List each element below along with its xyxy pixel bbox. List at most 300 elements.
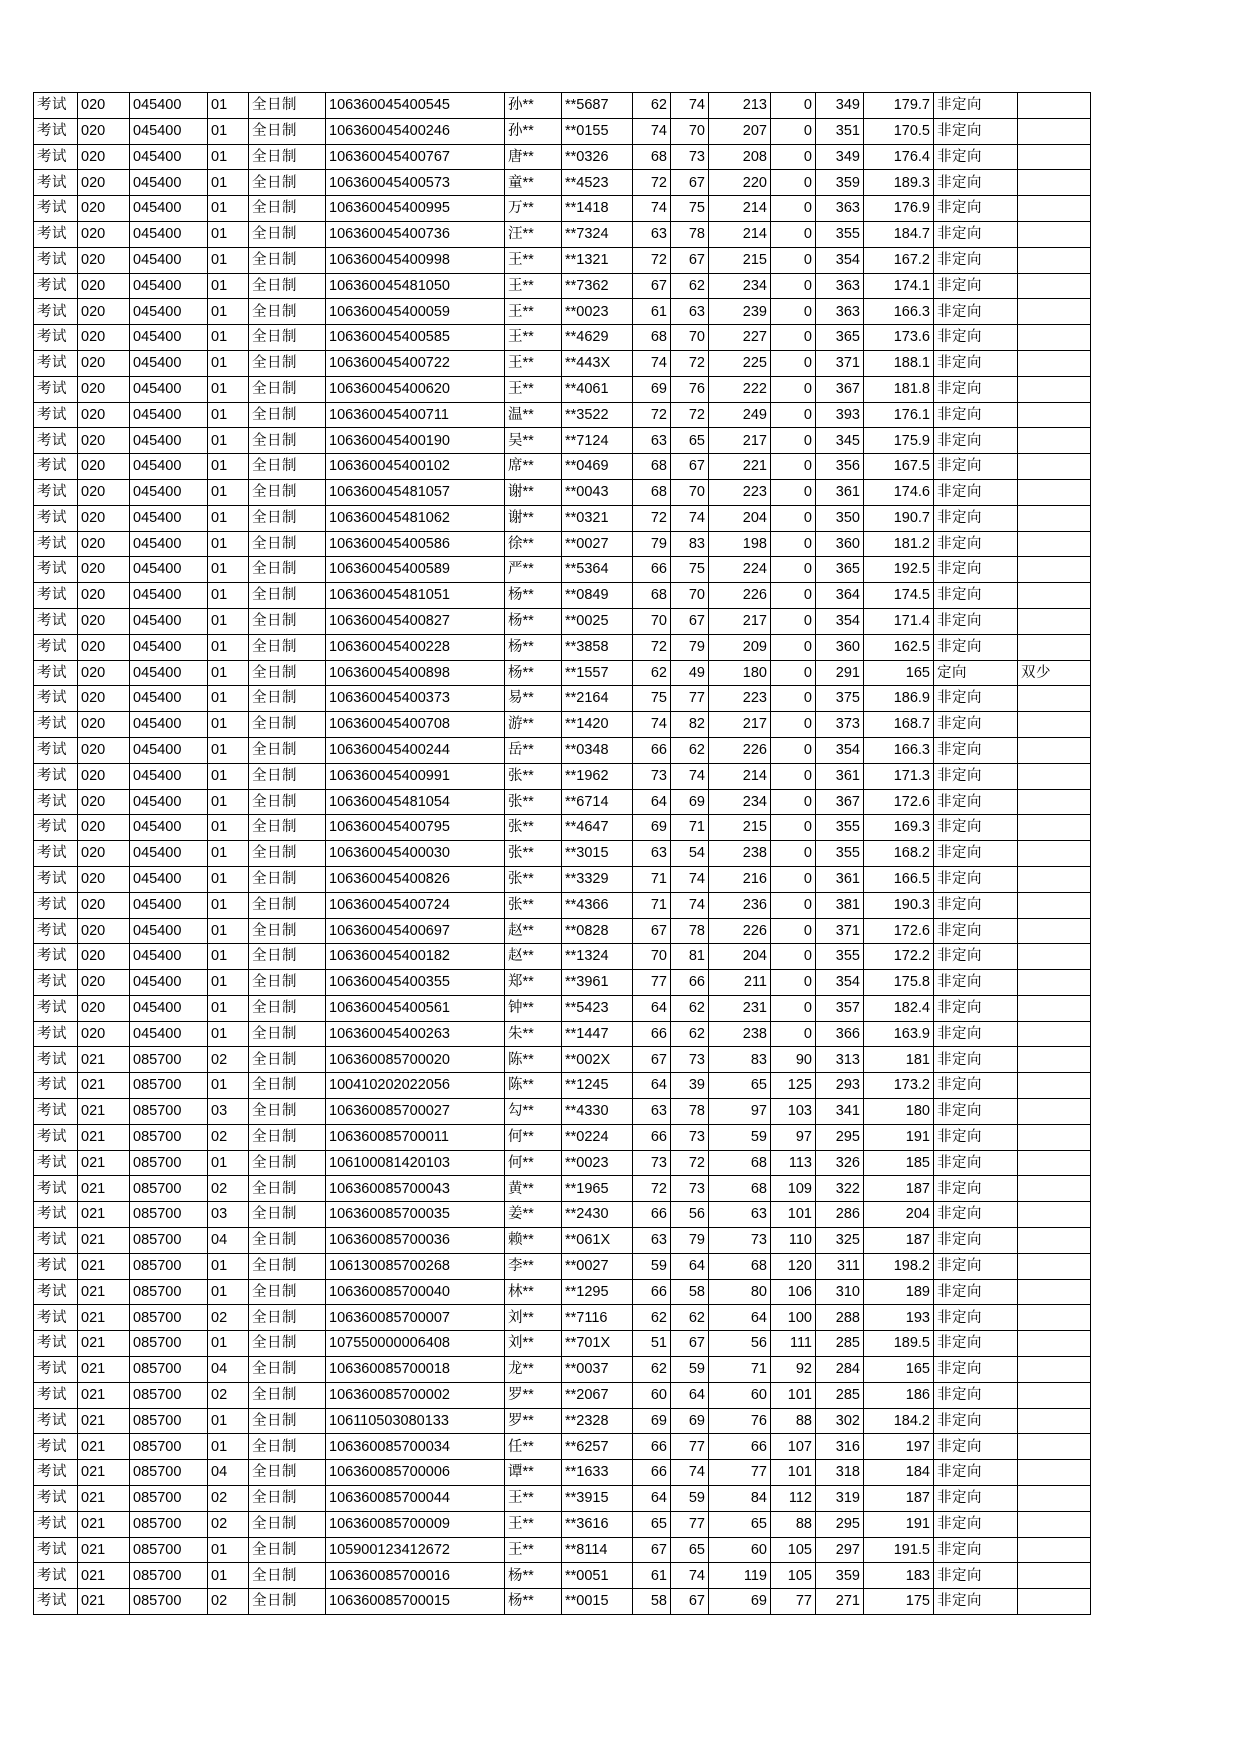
cell-score-4: 105 xyxy=(771,1563,816,1589)
cell-college-code: 020 xyxy=(78,789,130,815)
cell-study-mode: 全日制 xyxy=(249,944,326,970)
cell-id-number: **0027 xyxy=(562,531,633,557)
cell-name: 谭** xyxy=(505,1460,562,1486)
cell-direction-code: 01 xyxy=(208,789,249,815)
cell-direction-code: 02 xyxy=(208,1486,249,1512)
cell-employment-type: 非定向 xyxy=(934,944,1018,970)
cell-retest-score: 181 xyxy=(864,1047,934,1073)
cell-total-score: 285 xyxy=(816,1382,864,1408)
cell-id-number: **6714 xyxy=(562,789,633,815)
cell-id-number: **3858 xyxy=(562,634,633,660)
cell-exam-number: 106360085700018 xyxy=(326,1357,505,1383)
cell-direction-code: 01 xyxy=(208,93,249,119)
cell-employment-type: 非定向 xyxy=(934,970,1018,996)
cell-major-code: 085700 xyxy=(130,1408,208,1434)
cell-note xyxy=(1018,1305,1091,1331)
cell-score-1: 66 xyxy=(633,737,671,763)
cell-retest-score: 189.5 xyxy=(864,1331,934,1357)
cell-name: 王** xyxy=(505,325,562,351)
cell-exam-type: 考试 xyxy=(34,170,78,196)
cell-direction-code: 02 xyxy=(208,1305,249,1331)
table-row xyxy=(34,1099,1091,1125)
cell-retest-score: 185 xyxy=(864,1150,934,1176)
cell-employment-type: 非定向 xyxy=(934,454,1018,480)
cell-score-2: 67 xyxy=(671,454,709,480)
cell-study-mode: 全日制 xyxy=(249,196,326,222)
table-row xyxy=(34,1563,1091,1589)
cell-note xyxy=(1018,1176,1091,1202)
cell-score-2: 83 xyxy=(671,531,709,557)
cell-major-code: 085700 xyxy=(130,1486,208,1512)
cell-note xyxy=(1018,712,1091,738)
cell-score-3: 215 xyxy=(709,815,771,841)
cell-college-code: 021 xyxy=(78,1047,130,1073)
cell-exam-number: 106360085700011 xyxy=(326,1124,505,1150)
cell-score-3: 220 xyxy=(709,170,771,196)
cell-name: 林** xyxy=(505,1279,562,1305)
cell-note xyxy=(1018,505,1091,531)
cell-exam-type: 考试 xyxy=(34,1382,78,1408)
cell-score-3: 213 xyxy=(709,93,771,119)
cell-id-number: **1418 xyxy=(562,196,633,222)
cell-total-score: 359 xyxy=(816,170,864,196)
cell-score-3: 56 xyxy=(709,1331,771,1357)
cell-exam-number: 106360085700044 xyxy=(326,1486,505,1512)
cell-total-score: 366 xyxy=(816,1021,864,1047)
table-row xyxy=(34,1486,1091,1512)
cell-score-2: 77 xyxy=(671,1511,709,1537)
cell-name: 汪** xyxy=(505,221,562,247)
cell-score-1: 62 xyxy=(633,1357,671,1383)
cell-exam-type: 考试 xyxy=(34,1486,78,1512)
cell-name: 张** xyxy=(505,815,562,841)
table-row xyxy=(34,325,1091,351)
cell-retest-score: 172.6 xyxy=(864,918,934,944)
table-row xyxy=(34,1408,1091,1434)
cell-exam-number: 106360045400561 xyxy=(326,995,505,1021)
cell-major-code: 045400 xyxy=(130,428,208,454)
cell-employment-type: 非定向 xyxy=(934,1150,1018,1176)
cell-total-score: 313 xyxy=(816,1047,864,1073)
cell-exam-type: 考试 xyxy=(34,737,78,763)
cell-score-2: 64 xyxy=(671,1253,709,1279)
cell-score-1: 66 xyxy=(633,1021,671,1047)
cell-score-4: 88 xyxy=(771,1408,816,1434)
cell-score-1: 66 xyxy=(633,1434,671,1460)
cell-score-3: 73 xyxy=(709,1228,771,1254)
cell-score-4: 0 xyxy=(771,866,816,892)
cell-score-2: 70 xyxy=(671,583,709,609)
cell-college-code: 020 xyxy=(78,918,130,944)
cell-college-code: 020 xyxy=(78,93,130,119)
cell-college-code: 021 xyxy=(78,1589,130,1615)
cell-study-mode: 全日制 xyxy=(249,1099,326,1125)
cell-score-4: 0 xyxy=(771,454,816,480)
cell-college-code: 020 xyxy=(78,350,130,376)
cell-employment-type: 非定向 xyxy=(934,299,1018,325)
cell-total-score: 355 xyxy=(816,221,864,247)
cell-note xyxy=(1018,970,1091,996)
cell-study-mode: 全日制 xyxy=(249,1202,326,1228)
cell-note xyxy=(1018,1357,1091,1383)
cell-score-3: 208 xyxy=(709,144,771,170)
cell-major-code: 045400 xyxy=(130,712,208,738)
cell-score-2: 59 xyxy=(671,1486,709,1512)
cell-employment-type: 非定向 xyxy=(934,1047,1018,1073)
cell-score-3: 180 xyxy=(709,660,771,686)
cell-note xyxy=(1018,634,1091,660)
cell-score-2: 74 xyxy=(671,866,709,892)
table-row xyxy=(34,1047,1091,1073)
cell-name: 何** xyxy=(505,1124,562,1150)
cell-id-number: **1557 xyxy=(562,660,633,686)
table-row xyxy=(34,247,1091,273)
cell-exam-number: 106360045400736 xyxy=(326,221,505,247)
table-row xyxy=(34,1150,1091,1176)
cell-study-mode: 全日制 xyxy=(249,93,326,119)
cell-retest-score: 182.4 xyxy=(864,995,934,1021)
cell-retest-score: 165 xyxy=(864,1357,934,1383)
cell-score-2: 69 xyxy=(671,789,709,815)
cell-employment-type: 非定向 xyxy=(934,1176,1018,1202)
cell-major-code: 045400 xyxy=(130,118,208,144)
cell-score-3: 65 xyxy=(709,1511,771,1537)
cell-score-3: 77 xyxy=(709,1460,771,1486)
cell-major-code: 085700 xyxy=(130,1357,208,1383)
cell-exam-number: 106360045400573 xyxy=(326,170,505,196)
cell-college-code: 020 xyxy=(78,557,130,583)
cell-score-3: 226 xyxy=(709,918,771,944)
cell-study-mode: 全日制 xyxy=(249,1279,326,1305)
cell-major-code: 045400 xyxy=(130,170,208,196)
cell-exam-type: 考试 xyxy=(34,1253,78,1279)
table-row xyxy=(34,376,1091,402)
cell-score-4: 0 xyxy=(771,299,816,325)
cell-exam-type: 考试 xyxy=(34,299,78,325)
cell-exam-number: 106360045481050 xyxy=(326,273,505,299)
cell-retest-score: 175.9 xyxy=(864,428,934,454)
cell-name: 赵** xyxy=(505,944,562,970)
cell-major-code: 045400 xyxy=(130,299,208,325)
cell-direction-code: 02 xyxy=(208,1382,249,1408)
cell-retest-score: 192.5 xyxy=(864,557,934,583)
cell-score-1: 64 xyxy=(633,1073,671,1099)
cell-score-1: 67 xyxy=(633,918,671,944)
cell-note xyxy=(1018,608,1091,634)
cell-note xyxy=(1018,93,1091,119)
cell-employment-type: 非定向 xyxy=(934,608,1018,634)
cell-retest-score: 190.7 xyxy=(864,505,934,531)
cell-employment-type: 非定向 xyxy=(934,325,1018,351)
cell-name: 杨** xyxy=(505,1589,562,1615)
cell-total-score: 319 xyxy=(816,1486,864,1512)
cell-score-3: 221 xyxy=(709,454,771,480)
cell-id-number: **5423 xyxy=(562,995,633,1021)
cell-college-code: 021 xyxy=(78,1202,130,1228)
cell-exam-number: 105900123412672 xyxy=(326,1537,505,1563)
cell-total-score: 288 xyxy=(816,1305,864,1331)
cell-direction-code: 01 xyxy=(208,737,249,763)
cell-study-mode: 全日制 xyxy=(249,1511,326,1537)
cell-employment-type: 非定向 xyxy=(934,892,1018,918)
cell-score-2: 78 xyxy=(671,221,709,247)
cell-score-4: 0 xyxy=(771,376,816,402)
cell-name: 朱** xyxy=(505,1021,562,1047)
cell-exam-number: 106360045481062 xyxy=(326,505,505,531)
cell-exam-type: 考试 xyxy=(34,1511,78,1537)
cell-total-score: 354 xyxy=(816,970,864,996)
cell-note xyxy=(1018,1150,1091,1176)
cell-employment-type: 非定向 xyxy=(934,221,1018,247)
cell-score-4: 0 xyxy=(771,763,816,789)
cell-direction-code: 02 xyxy=(208,1047,249,1073)
cell-score-3: 207 xyxy=(709,118,771,144)
cell-major-code: 045400 xyxy=(130,531,208,557)
cell-college-code: 021 xyxy=(78,1279,130,1305)
cell-retest-score: 188.1 xyxy=(864,350,934,376)
cell-total-score: 365 xyxy=(816,325,864,351)
cell-score-3: 223 xyxy=(709,686,771,712)
cell-total-score: 311 xyxy=(816,1253,864,1279)
cell-major-code: 085700 xyxy=(130,1563,208,1589)
cell-name: 王** xyxy=(505,1486,562,1512)
cell-id-number: **5364 xyxy=(562,557,633,583)
cell-id-number: **1962 xyxy=(562,763,633,789)
cell-total-score: 355 xyxy=(816,944,864,970)
cell-exam-number: 106360085700040 xyxy=(326,1279,505,1305)
cell-exam-number: 106360045400827 xyxy=(326,608,505,634)
cell-study-mode: 全日制 xyxy=(249,970,326,996)
cell-exam-number: 106360045400620 xyxy=(326,376,505,402)
cell-score-4: 110 xyxy=(771,1228,816,1254)
cell-score-4: 0 xyxy=(771,118,816,144)
cell-score-2: 66 xyxy=(671,970,709,996)
cell-study-mode: 全日制 xyxy=(249,479,326,505)
cell-retest-score: 186.9 xyxy=(864,686,934,712)
cell-id-number: **0469 xyxy=(562,454,633,480)
cell-major-code: 045400 xyxy=(130,479,208,505)
cell-study-mode: 全日制 xyxy=(249,866,326,892)
cell-score-1: 63 xyxy=(633,841,671,867)
table-row xyxy=(34,866,1091,892)
cell-exam-type: 考试 xyxy=(34,763,78,789)
cell-study-mode: 全日制 xyxy=(249,1408,326,1434)
cell-employment-type: 非定向 xyxy=(934,789,1018,815)
cell-score-3: 209 xyxy=(709,634,771,660)
cell-total-score: 356 xyxy=(816,454,864,480)
cell-exam-type: 考试 xyxy=(34,325,78,351)
cell-score-3: 225 xyxy=(709,350,771,376)
cell-score-4: 0 xyxy=(771,144,816,170)
table-row xyxy=(34,737,1091,763)
cell-direction-code: 01 xyxy=(208,247,249,273)
cell-exam-number: 106360045400697 xyxy=(326,918,505,944)
cell-name: 勾** xyxy=(505,1099,562,1125)
cell-retest-score: 167.2 xyxy=(864,247,934,273)
cell-employment-type: 非定向 xyxy=(934,815,1018,841)
cell-direction-code: 01 xyxy=(208,634,249,660)
table-row xyxy=(34,660,1091,686)
cell-study-mode: 全日制 xyxy=(249,660,326,686)
cell-employment-type: 非定向 xyxy=(934,1279,1018,1305)
cell-id-number: **1321 xyxy=(562,247,633,273)
cell-total-score: 363 xyxy=(816,196,864,222)
cell-id-number: **0155 xyxy=(562,118,633,144)
cell-score-1: 51 xyxy=(633,1331,671,1357)
cell-id-number: **0023 xyxy=(562,1150,633,1176)
cell-score-3: 204 xyxy=(709,944,771,970)
cell-major-code: 085700 xyxy=(130,1176,208,1202)
cell-score-4: 112 xyxy=(771,1486,816,1512)
cell-score-3: 236 xyxy=(709,892,771,918)
cell-study-mode: 全日制 xyxy=(249,583,326,609)
cell-score-4: 0 xyxy=(771,247,816,273)
cell-retest-score: 172.2 xyxy=(864,944,934,970)
cell-score-4: 90 xyxy=(771,1047,816,1073)
cell-score-2: 73 xyxy=(671,1124,709,1150)
cell-employment-type: 非定向 xyxy=(934,763,1018,789)
cell-exam-number: 100410202022056 xyxy=(326,1073,505,1099)
cell-note xyxy=(1018,1537,1091,1563)
table-row xyxy=(34,299,1091,325)
cell-id-number: **8114 xyxy=(562,1537,633,1563)
cell-college-code: 021 xyxy=(78,1124,130,1150)
cell-retest-score: 191 xyxy=(864,1511,934,1537)
cell-exam-number: 106360045400059 xyxy=(326,299,505,325)
cell-exam-number: 106360045400708 xyxy=(326,712,505,738)
cell-name: 吴** xyxy=(505,428,562,454)
cell-college-code: 020 xyxy=(78,144,130,170)
cell-total-score: 350 xyxy=(816,505,864,531)
cell-score-2: 74 xyxy=(671,1460,709,1486)
cell-employment-type: 非定向 xyxy=(934,428,1018,454)
cell-score-4: 101 xyxy=(771,1382,816,1408)
cell-name: 郑** xyxy=(505,970,562,996)
cell-study-mode: 全日制 xyxy=(249,608,326,634)
cell-name: 李** xyxy=(505,1253,562,1279)
table-row xyxy=(34,789,1091,815)
cell-exam-number: 106360045400995 xyxy=(326,196,505,222)
cell-total-score: 316 xyxy=(816,1434,864,1460)
cell-score-3: 68 xyxy=(709,1253,771,1279)
table-row xyxy=(34,1357,1091,1383)
cell-name: 张** xyxy=(505,866,562,892)
cell-exam-type: 考试 xyxy=(34,93,78,119)
cell-score-3: 214 xyxy=(709,221,771,247)
score-table-body xyxy=(34,93,1091,1615)
cell-study-mode: 全日制 xyxy=(249,737,326,763)
cell-retest-score: 174.6 xyxy=(864,479,934,505)
cell-score-2: 67 xyxy=(671,608,709,634)
cell-exam-number: 106360085700015 xyxy=(326,1589,505,1615)
cell-note xyxy=(1018,1511,1091,1537)
table-row xyxy=(34,428,1091,454)
cell-exam-number: 106360045400898 xyxy=(326,660,505,686)
cell-exam-number: 106360085700027 xyxy=(326,1099,505,1125)
cell-exam-number: 106360045400373 xyxy=(326,686,505,712)
cell-note xyxy=(1018,1434,1091,1460)
cell-employment-type: 非定向 xyxy=(934,1073,1018,1099)
cell-score-4: 97 xyxy=(771,1124,816,1150)
cell-note xyxy=(1018,1202,1091,1228)
cell-study-mode: 全日制 xyxy=(249,273,326,299)
cell-name: 钟** xyxy=(505,995,562,1021)
cell-exam-type: 考试 xyxy=(34,686,78,712)
cell-note xyxy=(1018,1021,1091,1047)
cell-college-code: 020 xyxy=(78,273,130,299)
cell-score-1: 73 xyxy=(633,763,671,789)
cell-note xyxy=(1018,1047,1091,1073)
cell-college-code: 020 xyxy=(78,763,130,789)
cell-employment-type: 定向 xyxy=(934,660,1018,686)
cell-exam-type: 考试 xyxy=(34,583,78,609)
cell-score-4: 0 xyxy=(771,737,816,763)
cell-direction-code: 01 xyxy=(208,841,249,867)
cell-score-2: 58 xyxy=(671,1279,709,1305)
table-row xyxy=(34,350,1091,376)
cell-major-code: 045400 xyxy=(130,376,208,402)
cell-score-3: 76 xyxy=(709,1408,771,1434)
cell-study-mode: 全日制 xyxy=(249,1589,326,1615)
cell-score-2: 75 xyxy=(671,557,709,583)
cell-college-code: 021 xyxy=(78,1408,130,1434)
cell-study-mode: 全日制 xyxy=(249,1563,326,1589)
table-row xyxy=(34,815,1091,841)
cell-total-score: 325 xyxy=(816,1228,864,1254)
table-row xyxy=(34,1228,1091,1254)
cell-major-code: 085700 xyxy=(130,1228,208,1254)
cell-score-1: 62 xyxy=(633,660,671,686)
cell-total-score: 360 xyxy=(816,634,864,660)
cell-exam-number: 106360085700043 xyxy=(326,1176,505,1202)
cell-exam-number: 106360045400724 xyxy=(326,892,505,918)
cell-major-code: 045400 xyxy=(130,93,208,119)
cell-total-score: 295 xyxy=(816,1124,864,1150)
cell-id-number: **4330 xyxy=(562,1099,633,1125)
cell-score-4: 0 xyxy=(771,557,816,583)
table-row xyxy=(34,1511,1091,1537)
cell-college-code: 021 xyxy=(78,1511,130,1537)
cell-total-score: 354 xyxy=(816,737,864,763)
cell-total-score: 284 xyxy=(816,1357,864,1383)
cell-score-1: 69 xyxy=(633,376,671,402)
cell-college-code: 020 xyxy=(78,325,130,351)
cell-study-mode: 全日制 xyxy=(249,557,326,583)
cell-exam-number: 106360045400190 xyxy=(326,428,505,454)
cell-score-2: 64 xyxy=(671,1382,709,1408)
cell-score-2: 39 xyxy=(671,1073,709,1099)
cell-score-1: 72 xyxy=(633,402,671,428)
cell-major-code: 045400 xyxy=(130,995,208,1021)
table-row xyxy=(34,531,1091,557)
cell-study-mode: 全日制 xyxy=(249,918,326,944)
cell-name: 严** xyxy=(505,557,562,583)
cell-name: 罗** xyxy=(505,1408,562,1434)
cell-college-code: 020 xyxy=(78,686,130,712)
cell-exam-number: 106360045481054 xyxy=(326,789,505,815)
cell-major-code: 045400 xyxy=(130,221,208,247)
cell-score-2: 73 xyxy=(671,144,709,170)
cell-retest-score: 179.7 xyxy=(864,93,934,119)
cell-score-4: 0 xyxy=(771,221,816,247)
cell-name: 王** xyxy=(505,350,562,376)
cell-note xyxy=(1018,402,1091,428)
cell-exam-type: 考试 xyxy=(34,1305,78,1331)
cell-major-code: 085700 xyxy=(130,1382,208,1408)
table-row xyxy=(34,1202,1091,1228)
cell-retest-score: 191.5 xyxy=(864,1537,934,1563)
cell-employment-type: 非定向 xyxy=(934,1589,1018,1615)
